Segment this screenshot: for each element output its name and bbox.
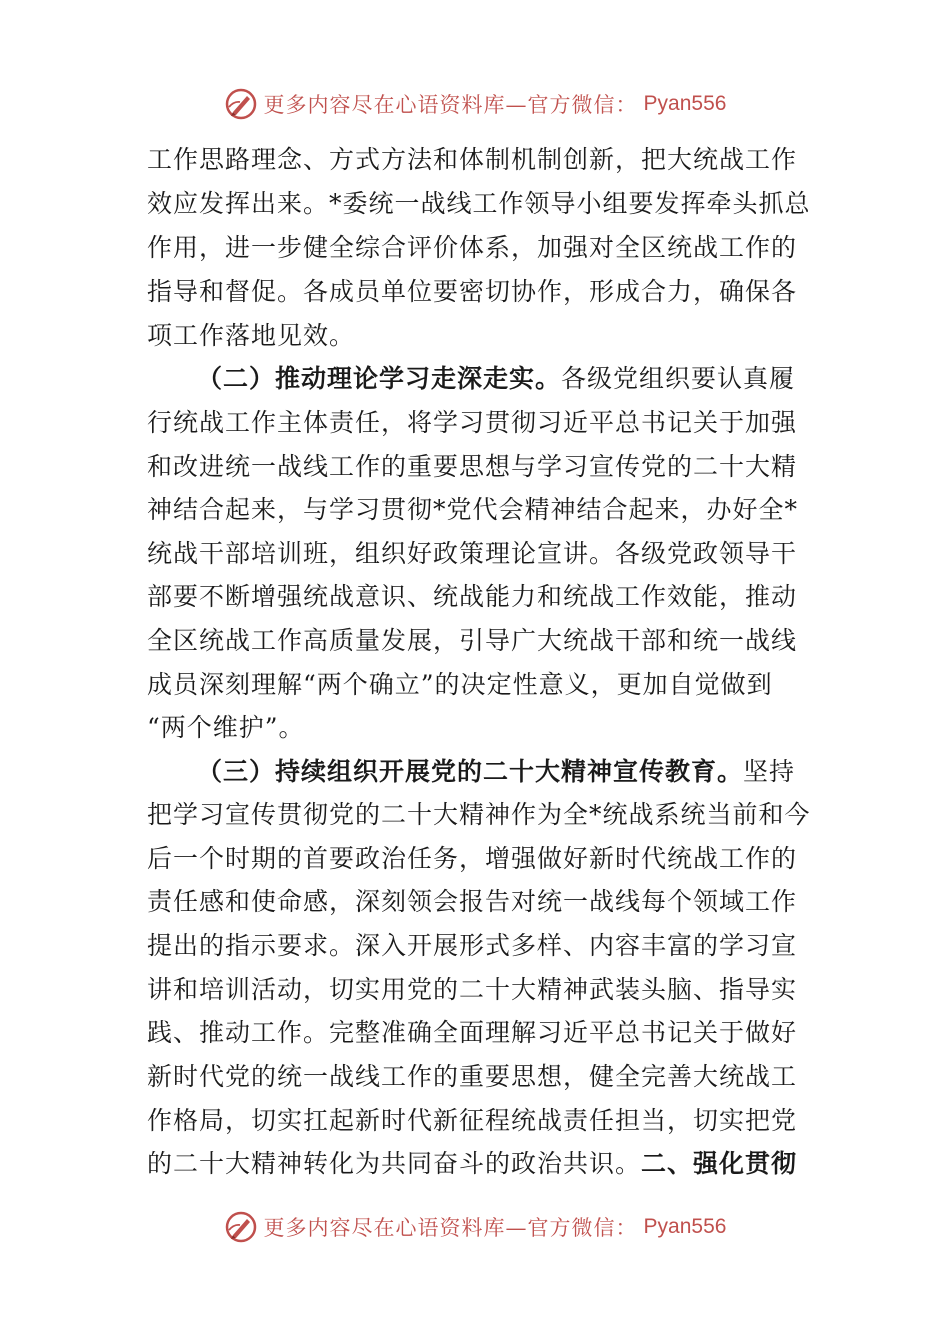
text-line: 项工作落地见效。 (147, 321, 356, 350)
last-text-line (147, 1142, 807, 1186)
text-line: 责任感和使命感，深刻领会报告对统一战线每个领域工作 (147, 887, 798, 916)
watermark-handle: Pyan556 (643, 92, 727, 115)
pen-logo-icon (224, 87, 258, 121)
section-2-first-line (197, 357, 807, 401)
text-line: 神结合起来，与学习贯彻*党代会精神结合起来，办好全* (147, 495, 799, 524)
section-2-heading: （二）推动理论学习走深走实。 (197, 364, 562, 393)
text-line: 作用，进一步健全综合评价体系，加强对全区统战工作的 (147, 233, 798, 262)
text-line: 指导和督促。各成员单位要密切协作，形成合力，确保各 (147, 277, 798, 306)
section-3-lead: 坚持 (743, 757, 796, 786)
text-line: 讲和培训活动，切实用党的二十大精神武装头脑、指导实 (147, 975, 798, 1004)
section-3-heading: （三）持续组织开展党的二十大精神宣传教育。 (197, 757, 744, 786)
watermark-handle: Pyan556 (643, 1215, 727, 1238)
text-line: 新时代党的统一战线工作的重要思想，健全完善大统战工 (147, 1062, 798, 1091)
watermark-text: 更多内容尽在心语资料库—官方微信： (263, 93, 638, 117)
text-line: 统战干部培训班，组织好政策理论宣讲。各级党政领导干 (147, 539, 798, 568)
text-line: 后一个时期的首要政治任务，增强做好新时代统战工作的 (147, 844, 798, 873)
last-line-text: 的二十大精神转化为共同奋斗的政治共识。 (147, 1149, 642, 1178)
text-line: 部要不断增强统战意识、统战能力和统战工作效能，推动 (147, 582, 798, 611)
text-line: 和改进统一战线工作的重要思想与学习宣传党的二十大精 (147, 452, 798, 481)
watermark-header (0, 84, 950, 124)
watermark-footer (0, 1207, 950, 1247)
watermark-text: 更多内容尽在心语资料库—官方微信： (263, 1216, 638, 1240)
text-line: 践、推动工作。完整准确全面理解习近平总书记关于做好 (147, 1018, 798, 1047)
section-2-lead: 各级党组织要认真履 (561, 364, 796, 393)
text-line: 行统战工作主体责任，将学习贯彻习近平总书记关于加强 (147, 408, 798, 437)
text-line: 全区统战工作高质量发展，引导广大统战干部和统一战线 (147, 626, 798, 655)
section-3-first-line (197, 750, 807, 794)
text-line: 提出的指示要求。深入开展形式多样、内容丰富的学习宣 (147, 931, 798, 960)
text-line: 成员深刻理解“两个确立”的决定性意义，更加自觉做到 (147, 670, 773, 699)
text-line: 把学习宣传贯彻党的二十大精神作为全*统战系统当前和今 (147, 800, 811, 829)
text-line: 效应发挥出来。*委统一战线工作领导小组要发挥牵头抓总 (147, 189, 811, 218)
pen-logo-icon (224, 1210, 258, 1244)
text-line: “两个维护”。 (147, 713, 305, 742)
text-line: 作格局，切实扛起新时代新征程统战责任担当，切实把党 (147, 1106, 798, 1135)
text-line: 工作思路理念、方式方法和体制机制创新，把大统战工作 (147, 145, 798, 174)
section-heading-two: 二、强化贯彻 (641, 1149, 798, 1178)
